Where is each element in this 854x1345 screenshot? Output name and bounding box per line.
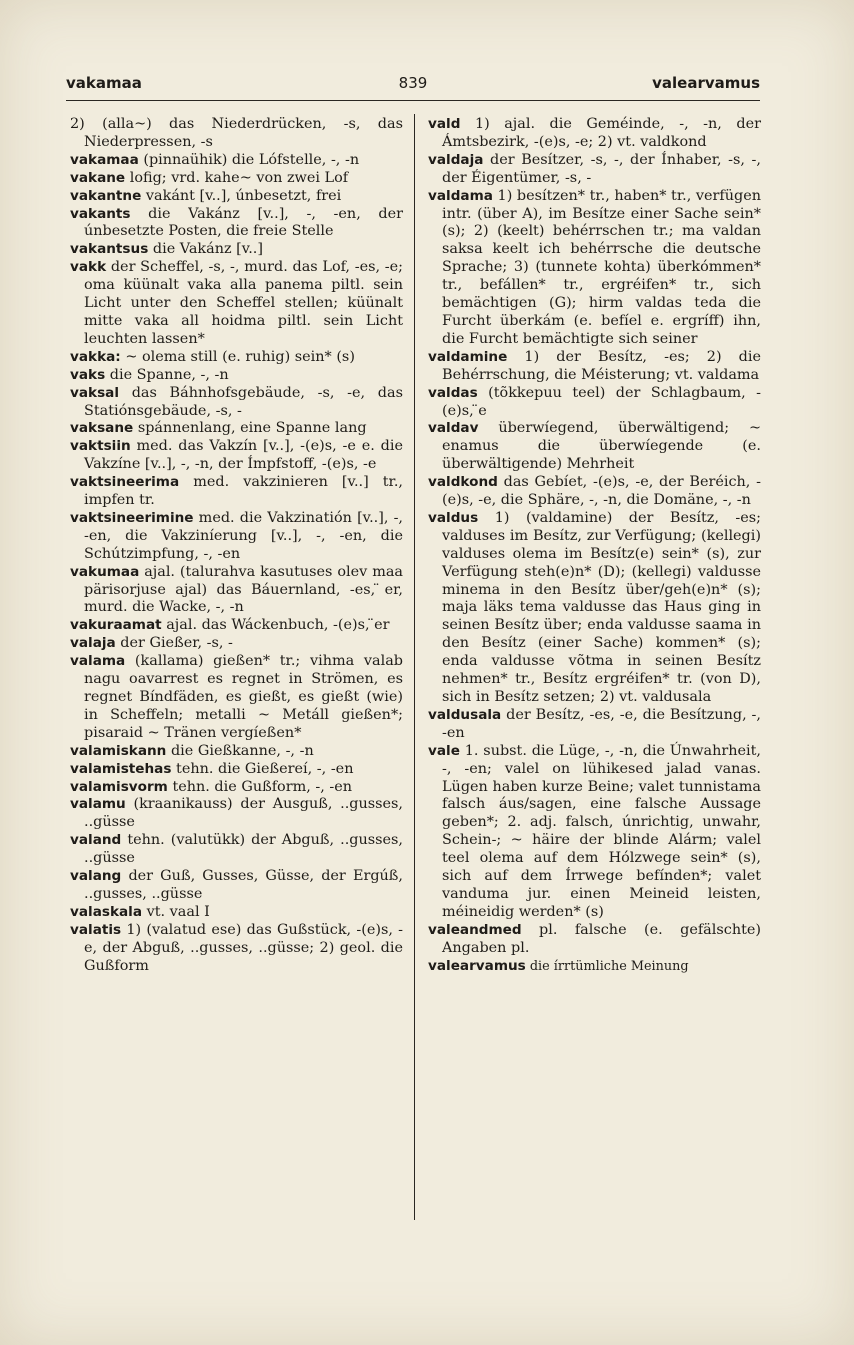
dictionary-entry bbox=[70, 564, 403, 618]
entry-headword: valearvamus bbox=[428, 957, 526, 974]
entry-definition: die Vakánz [v..] bbox=[152, 241, 263, 258]
dictionary-entry bbox=[428, 958, 761, 976]
dictionary-entry bbox=[70, 743, 403, 761]
entry-definition: ajal. das Wáckenbuch, -(e)s, ̈er bbox=[166, 617, 390, 634]
column-divider bbox=[414, 114, 415, 1220]
entry-definition: tehn. die Gießerеí, -, -en bbox=[176, 760, 354, 777]
entry-headword: vakamaa bbox=[70, 151, 139, 168]
dictionary-entry bbox=[428, 707, 761, 743]
entry-definition: die Gießkanne, -, -n bbox=[170, 742, 314, 759]
dictionary-entry bbox=[70, 367, 403, 385]
dictionary-entry bbox=[70, 653, 403, 743]
entry-definition: 1) (valatud ese) das Gußstück, -(e)s, -e, der Abguß, ..gusses, ..güsse; 2) geol. die Gußform bbox=[84, 921, 403, 974]
entry-definition: 2) (alla~) das Niederdrücken, -s, das Niederpressen, -s bbox=[70, 116, 403, 150]
entry-definition: (tõkkepuu teel) der Schlagbaum, -(e)s, ̈e bbox=[442, 384, 761, 419]
entry-headword: valaskala bbox=[70, 903, 143, 920]
dictionary-entry bbox=[70, 635, 403, 653]
dictionary-entry bbox=[70, 349, 403, 367]
dictionary-entry bbox=[428, 349, 761, 385]
entry-headword: valamisvorm bbox=[70, 778, 168, 795]
entry-headword: valang bbox=[70, 868, 122, 885]
entry-headword: vakants bbox=[70, 205, 131, 222]
entry-definition: der Guß, Gusses, Güsse, der Ergúß, ..gusses, ..güsse bbox=[84, 868, 403, 902]
entry-headword: valdav bbox=[428, 420, 479, 437]
entry-definition: ajal. (talurahva kasutuses olev maa pärisorjuse ajal) das Báuernland, -es, ̈er, murd. die Wacke, -, -n bbox=[84, 563, 404, 616]
entry-headword: valdus bbox=[428, 509, 479, 526]
dictionary-entry bbox=[70, 904, 403, 922]
dictionary-entry bbox=[70, 922, 403, 976]
entry-headword: vaktsineerimine bbox=[70, 509, 194, 526]
entry-definition: med. das Vakzín [v..], -(e)s, -e e. die Vakzíne [v..], -, -n, der Ímpfstoff, -(e)s, -e bbox=[84, 438, 404, 473]
entry-headword: vakka: bbox=[70, 348, 121, 365]
entry-definition: (kallama) gießen* tr.; vihma valab nagu oavarrest es regnet in Strömen, es regnet Bíndfäden, es gießt, es gießt (wie) in Scheffeln; metalli ~ Metáll gießen*; pisaraid ~ Tränen vergíeßen* bbox=[84, 653, 404, 741]
dictionary-entry bbox=[70, 438, 403, 474]
entry-definition: das Gebíet, -(e)s, -e, der Beréich, -(e)s, -e, die Sphäre, -, -n, die Domäne, -, -n bbox=[442, 474, 762, 509]
entry-headword: vakantsus bbox=[70, 241, 149, 258]
entry-headword: vale bbox=[428, 742, 460, 759]
entry-definition: 1) besítzen* tr., haben* tr., verfügen intr. (über A), im Besítze einer Sache sein* (s); 2) (keelt) behérrschen tr.; ma valdan saksa keelt ich behérrsche die deutsche Sprache; 3) (tunnete kohta) überkómmen* tr., befállen* tr., ergréifen* tr., sich bemächtigen (G); hirm valdas teda die Furcht überkám (e. befíel e. ergríff) ihn, die Furcht bemächtigte sich seiner bbox=[442, 187, 761, 347]
dictionary-entry bbox=[70, 116, 403, 152]
entry-definition: spánnenlang, eine Spanne lang bbox=[137, 420, 367, 437]
dictionary-entry bbox=[428, 152, 761, 188]
entry-definition: das Báhnhofsgebäude, -s, -e, das Statiónsgebäude, -s, - bbox=[84, 384, 403, 419]
entry-headword: valdamine bbox=[428, 348, 508, 365]
entry-definition: pl. falsche (e. gefälschte) Angaben pl. bbox=[442, 921, 761, 956]
entry-definition: ~ olema still (e. ruhig) sein* (s) bbox=[125, 348, 355, 365]
entry-definition: der Besítz, -es, -e, die Besítzung, -, -en bbox=[442, 706, 761, 741]
header-last-headword: valearvamus bbox=[652, 74, 760, 92]
entry-headword: valama bbox=[70, 653, 126, 670]
dictionary-entry bbox=[70, 385, 403, 421]
dictionary-entry bbox=[70, 152, 403, 170]
dictionary-entry bbox=[428, 116, 761, 152]
dictionary-entry bbox=[428, 188, 761, 349]
entry-headword: valdama bbox=[428, 187, 493, 204]
entry-headword: valamu bbox=[70, 796, 126, 813]
dictionary-entry bbox=[70, 761, 403, 779]
entry-definition: 1) (valdamine) der Besítz, -es; valduses im Besítz, zur Verfügung; (kellegi) valduses olema im Besítz(e) sein* (s), zur Verfügung steh(e)n* (D); (kellegi) valdusse minema in den Besítz über/geh(e)n* (s); maja läks tema valdusse das Haus ging in seinen Besítz über; enda valdusse saama in den Besítz (einer Sache) kommen* (s); enda valdusse võtma in seinen Besítz nehmen* tr., Besítz ergréifen* tr. (von D), sich in Besítz setzen; 2) vt. valdusala bbox=[442, 509, 761, 705]
entry-headword: vaksal bbox=[70, 384, 119, 401]
dictionary-entry bbox=[70, 868, 403, 904]
dictionary-entry bbox=[428, 510, 761, 707]
dictionary-entry bbox=[428, 420, 761, 474]
entry-definition: tehn. (valutükk) der Abguß, ..gusses, ..güsse bbox=[84, 832, 404, 867]
entry-headword: valdkond bbox=[428, 474, 498, 491]
entry-headword: valand bbox=[70, 832, 122, 849]
dictionary-entry bbox=[70, 832, 403, 868]
entry-headword: vaktsineerima bbox=[70, 474, 180, 491]
dictionary-entry bbox=[70, 188, 403, 206]
entry-headword: valatis bbox=[70, 921, 122, 938]
entry-definition: (pinnaühik) die Lófstelle, -, -n bbox=[143, 151, 360, 168]
dictionary-entry bbox=[70, 510, 403, 564]
dictionary-entry bbox=[70, 779, 403, 797]
dictionary-entry bbox=[70, 206, 403, 242]
entry-definition: vakánt [v..], únbesetzt, frei bbox=[145, 187, 342, 204]
dictionary-entry bbox=[428, 474, 761, 510]
entry-headword: valamiskann bbox=[70, 742, 167, 759]
entry-headword: vakk bbox=[70, 259, 107, 276]
dictionary-entry bbox=[428, 385, 761, 421]
dictionary-entry bbox=[70, 420, 403, 438]
entry-headword: vald bbox=[428, 116, 461, 132]
entry-definition: (kraanikauss) der Ausguß, ..gusses, ..güsse bbox=[84, 796, 404, 831]
entry-headword: vaks bbox=[70, 366, 106, 383]
entry-definition: die Spanne, -, -n bbox=[109, 366, 229, 383]
entry-definition: der Besítzer, -s, -, der Ínhaber, -s, -, der Éigentümer, -s, - bbox=[442, 151, 761, 186]
dictionary-entry bbox=[70, 617, 403, 635]
entry-definition: med. vakzinieren [v..] tr., impfen tr. bbox=[84, 474, 404, 509]
header-rule bbox=[66, 100, 760, 101]
dictionary-entry bbox=[70, 170, 403, 188]
dictionary-entry bbox=[70, 796, 403, 832]
entry-headword: valdaja bbox=[428, 151, 484, 168]
entry-definition: der Scheffel, -s, -, murd. das Lof, -es, -e; oma küünalt vaka alla panema piltl. sein Licht unter den Scheffel stellen; küünalt mitte vaka all hoidma piltl. sein Licht leuchten lassen* bbox=[84, 259, 403, 347]
dictionary-entry bbox=[428, 922, 761, 958]
entry-headword: vakuraamat bbox=[70, 617, 162, 634]
dictionary-entry bbox=[70, 474, 403, 510]
entry-headword: vaksane bbox=[70, 420, 134, 437]
dictionary-entry bbox=[70, 259, 403, 349]
entry-definition: 1) ajal. die Geméinde, -, -n, der Ámtsbezirk, -(e)s, -e; 2) vt. valdkond bbox=[442, 116, 761, 150]
entry-definition: vt. vaal I bbox=[146, 903, 210, 920]
entry-definition: 1. subst. die Lüge, -, -n, die Únwahrheit, -, -en; valel on lühikesed jalad vanas. Lügen haben kurze Beine; valet tunnistama falsch áus/sagen, eine falsche Aussage geben*; 2. adj. falsch, únrichtig, unwahr, Schein-; ~ häire der blinde Alárm; valel teel olema auf dem Hólzwege sein* (s), sich auf dem Írrwege befínden*; valet vanduma jur. einen Meineid leisten, méineidig werden* (s) bbox=[442, 742, 761, 920]
left-column bbox=[70, 116, 403, 976]
entry-headword: vaktsiin bbox=[70, 438, 131, 455]
page-number: 839 bbox=[398, 74, 428, 92]
entry-definition: 1) der Besítz, -es; 2) die Behérrschung, die Méisterung; vt. valdama bbox=[442, 348, 761, 383]
entry-headword: vakumaa bbox=[70, 563, 140, 580]
entry-headword: vakane bbox=[70, 169, 126, 186]
entry-headword: valamistehas bbox=[70, 760, 172, 777]
entry-headword: valaja bbox=[70, 635, 116, 652]
entry-definition: lofig; vrd. kahe~ von zwei Lof bbox=[129, 169, 349, 186]
entry-headword: valdas bbox=[428, 384, 478, 401]
header-first-headword: vakamaa bbox=[66, 74, 142, 92]
entry-headword: valdusala bbox=[428, 706, 502, 723]
dictionary-entry bbox=[70, 241, 403, 259]
entry-definition: die írrtümliche Meinung bbox=[529, 958, 689, 974]
dictionary-entry bbox=[428, 743, 761, 922]
right-column bbox=[428, 116, 761, 976]
entry-definition: der Gießer, -s, - bbox=[120, 635, 233, 652]
entry-headword: valeandmed bbox=[428, 921, 522, 938]
entry-definition: überwíegend, überwältigend; ~ enamus die überwíegende (e. überwältigende) Mehrheit bbox=[442, 420, 761, 473]
entry-definition: med. die Vakzinatión [v..], -, -en, die Vakziníerung [v..], -, -en, die Schútzimpfung, -, -en bbox=[84, 509, 404, 562]
entry-headword: vakantne bbox=[70, 187, 142, 204]
page-header bbox=[66, 74, 760, 94]
entry-definition: die Vakánz [v..], -, -en, der únbesetzte Posten, die freie Stelle bbox=[84, 205, 403, 240]
entry-definition: tehn. die Gußform, -, -en bbox=[172, 778, 353, 795]
